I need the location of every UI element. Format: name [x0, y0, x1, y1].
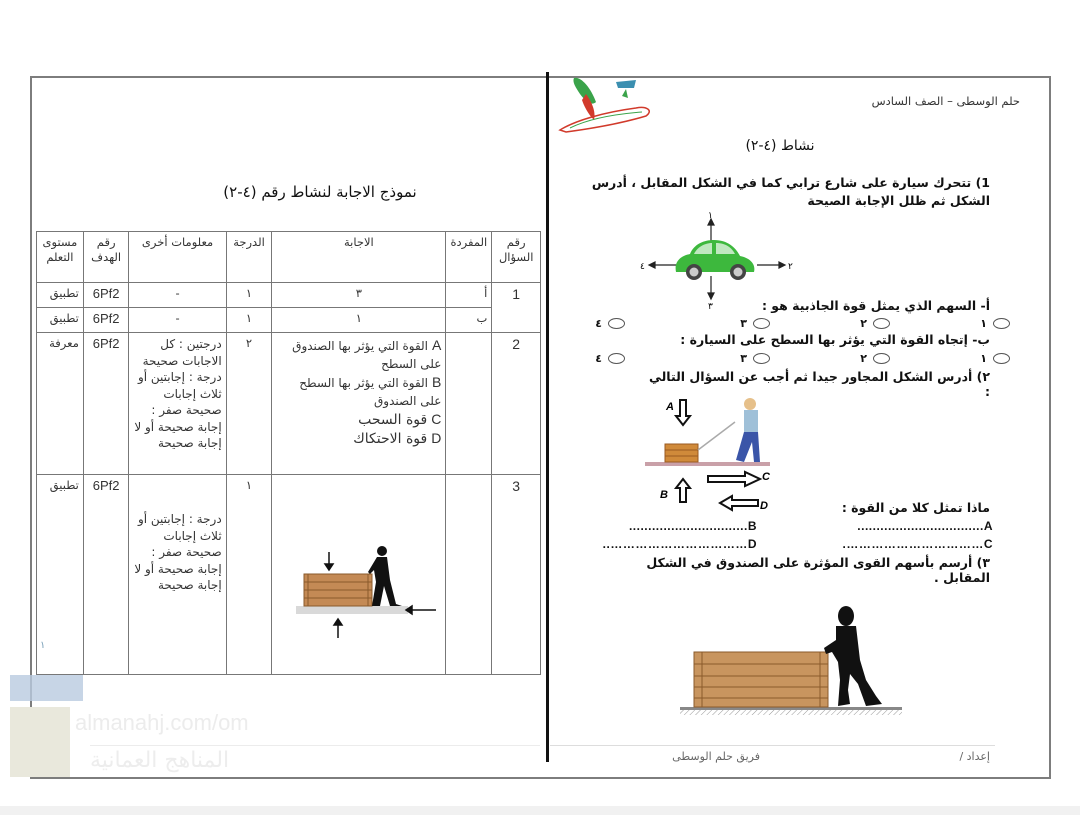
radio-circle[interactable]: [608, 318, 625, 329]
cell-answer: ٣: [272, 283, 446, 308]
label-c: C: [762, 471, 770, 483]
answer-line-c: Cقوة السحب: [358, 411, 442, 428]
arrow-up-icon: [334, 619, 342, 638]
header-question-number: رقم السؤال: [492, 232, 541, 283]
question-1a-options: [590, 317, 1010, 333]
option-1[interactable]: ١: [980, 352, 1010, 365]
radio-circle[interactable]: [753, 353, 770, 364]
arrow-label-right: ٢: [788, 262, 793, 272]
blank-a[interactable]: A.................................: [857, 519, 993, 533]
box-force-arrows-figure: [276, 478, 441, 668]
green-car: [676, 240, 755, 280]
question-1b-text: ب- إتجاه القوة التي يؤثر بها السطح على السيارة :: [680, 332, 990, 347]
watermark-arabic: المناهج العمانية: [90, 748, 230, 773]
header-learning-level: مستوى التعلم: [37, 232, 84, 283]
cell-level: تطبيق: [37, 283, 84, 308]
cell-other: -: [129, 308, 226, 333]
cell-grade: ١: [226, 475, 272, 675]
cell-answer: [272, 333, 446, 475]
question-3-text: ٣) أرسم بأسهم القوى المؤثرة على الصندوق في الشكل المقابل .: [646, 555, 990, 585]
label-d: D: [760, 500, 768, 512]
cell-question: 3: [492, 475, 541, 675]
cell-level: تطبيق: [37, 475, 84, 675]
label-b: B: [660, 489, 668, 501]
school-header: حلم الوسطى – الصف السادس: [871, 94, 1020, 108]
wooden-crate: [304, 574, 372, 606]
activity-title: نشاط (٤-٢): [745, 138, 815, 154]
ground: [645, 462, 770, 466]
wooden-crate: [694, 652, 828, 707]
watermark-line: [90, 745, 540, 746]
box-pushing-figure: [680, 600, 920, 715]
table-row: [37, 283, 541, 308]
table-header-row: [37, 232, 541, 283]
cell-other: -: [129, 283, 226, 308]
cell-item: أ: [446, 283, 492, 308]
answer-key-table: [36, 231, 541, 675]
radio-circle[interactable]: [993, 353, 1010, 364]
watermark-url: almanahj.com/om: [75, 710, 249, 735]
stray-mark: ١: [40, 640, 46, 651]
header-item: المفردة: [446, 232, 492, 283]
footer-team: فريق حلم الوسطى: [672, 750, 760, 763]
radio-circle[interactable]: [993, 318, 1010, 329]
header-goal-number: رقم الهدف: [83, 232, 129, 283]
question-1-text: 1) تتحرك سيارة على شارع ترابي كما في الشكل المقابل ، أدرس الشكل ثم ظلل الإجابة الصيحة: [591, 175, 990, 208]
table-row: [37, 475, 541, 675]
answer-line-d: Dقوة الاحتكاك: [353, 430, 442, 447]
blank-c[interactable]: C…………………………….: [842, 537, 993, 551]
option-4[interactable]: ٤: [595, 317, 625, 330]
school-logo: [556, 72, 676, 137]
cell-other: درجة : إجابتين أو ثلاث إجابات صحيحة صفر : إجابة صحيحة أو لا إجابة صحيحة: [129, 475, 226, 675]
person-silhouette: [368, 546, 402, 606]
header-answer: الاجابة: [272, 232, 446, 283]
question-1a-text: أ- السهم الذي يمثل قوة الجاذبية هو :: [761, 298, 990, 313]
answer-line-a: Aالقوة التي يؤثر بها الصندوق على السطح: [292, 337, 442, 371]
blank-b[interactable]: B...............................: [628, 519, 757, 533]
arrow-label-left: ٤: [640, 262, 645, 272]
page-divider: [546, 72, 549, 762]
ground-hatch: [680, 710, 902, 715]
cell-answer-figure: [272, 475, 446, 675]
arrow-b-icon: [676, 479, 690, 502]
person-silhouette: [824, 606, 882, 706]
radio-circle[interactable]: [873, 353, 890, 364]
cell-item: ب: [446, 308, 492, 333]
header-grade: الدرجة: [226, 232, 272, 283]
question-1b-options: [590, 352, 1010, 368]
cell-question: 2: [492, 333, 541, 475]
car-force-diagram: [632, 210, 802, 310]
label-a: A: [666, 401, 674, 413]
arrow-label-up: ١: [708, 211, 713, 221]
radio-circle[interactable]: [608, 353, 625, 364]
cell-other: درجتين : كل الاجابات صحيحة درجة : إجابتين أو ثلاث إجابات صحيحة صفر : إجابة صحيحة أو لا إجابة صحيحة: [129, 333, 226, 475]
question-2-text: ٢) أدرس الشكل المجاور جيدا ثم أجب عن السؤال التالي :: [648, 369, 990, 399]
arrow-a-icon: [676, 400, 690, 425]
cell-goal: 6Pf2: [83, 283, 129, 308]
cell-grade: ٢: [226, 333, 272, 475]
cell-answer: ١: [272, 308, 446, 333]
radio-circle[interactable]: [873, 318, 890, 329]
rope: [698, 422, 735, 450]
watermark-logo-base: [10, 707, 70, 777]
cell-question: 1: [492, 283, 541, 333]
option-1[interactable]: ١: [980, 317, 1010, 330]
cell-goal: 6Pf2: [83, 475, 129, 675]
option-3[interactable]: ٣: [740, 352, 770, 365]
ground: [296, 606, 408, 614]
option-3[interactable]: ٣: [740, 317, 770, 330]
footer-prepared-by: إعداد /: [959, 750, 990, 763]
option-2[interactable]: ٢: [860, 317, 890, 330]
cell-grade: ١: [226, 308, 272, 333]
cell-goal: 6Pf2: [83, 333, 129, 475]
arrow-d-icon: [720, 496, 758, 510]
cell-level: معرفة: [37, 333, 84, 475]
pulling-box-diagram: [640, 392, 780, 517]
wooden-crate: [665, 444, 698, 462]
footer-divider: [550, 745, 995, 746]
option-4[interactable]: ٤: [595, 352, 625, 365]
cell-goal: 6Pf2: [83, 308, 129, 333]
arrow-left-icon: [406, 606, 436, 614]
arrow-c-icon: [708, 472, 760, 486]
viewer-bottom-strip: [0, 806, 1080, 815]
answer-key-title: نموذج الاجابة لنشاط رقم (٤-٢): [223, 183, 417, 201]
cell-item: [446, 475, 492, 675]
option-2[interactable]: ٢: [860, 352, 890, 365]
radio-circle[interactable]: [753, 318, 770, 329]
arrow-label-down: ٣: [708, 302, 713, 310]
cell-level: تطبيق: [37, 308, 84, 333]
arrow-down-icon: [325, 552, 333, 570]
table-row: [37, 308, 541, 333]
table-row: [37, 333, 541, 475]
cell-item: [446, 333, 492, 475]
watermark-logo-block: [10, 675, 83, 701]
header-other-info: معلومات أخرى: [129, 232, 226, 283]
blank-d[interactable]: D……………………………..: [602, 537, 757, 551]
cell-grade: ١: [226, 283, 272, 308]
answer-line-b: Bالقوة التي يؤثر بها السطح على الصندوق: [299, 374, 442, 408]
person-pulling: [736, 398, 760, 462]
question-2-prompt: ماذا تمثل كلا من القوة :: [841, 500, 990, 515]
